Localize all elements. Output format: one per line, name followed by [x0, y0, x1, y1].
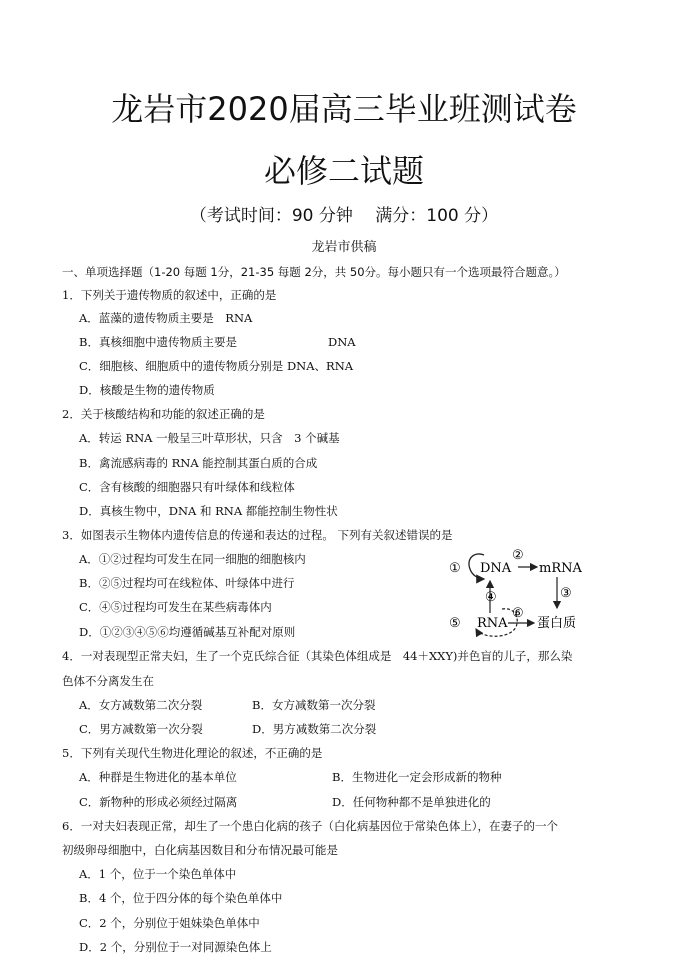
q2-option-d: D．真核生物中，DNA 和 RNA 都能控制生物性状: [79, 504, 338, 518]
q1-option-b: B．真核细胞中遗传物质主要是: [79, 335, 237, 349]
source-label: 龙岩市供稿: [311, 240, 377, 255]
node-mrna: mRNA: [539, 561, 582, 576]
q2-option-b: B．禽流感病毒的 RNA 能控制其蛋白质的合成: [79, 456, 318, 470]
q5-option-b: B．生物进化一定会形成新的物种: [332, 770, 502, 784]
label-4: ④: [485, 590, 497, 605]
q6-stem-line2: 初级卵母细胞中，白化病基因数目和分布情况最可能是: [62, 843, 338, 857]
q3-option-c: C．④⑤过程均可发生在某些病毒体内: [79, 600, 272, 614]
node-rna: RNA: [477, 616, 508, 631]
q6-option-b: B．4 个，位于四分体的每个染色单体中: [79, 891, 283, 905]
q4-stem-line2: 色体不分离发生在: [62, 674, 154, 688]
q1-option-b-dna: DNA: [328, 335, 356, 349]
node-dna: DNA: [480, 561, 512, 576]
q3-option-b: B．②⑤过程均可在线粒体、叶绿体中进行: [79, 576, 295, 590]
q2-stem: 2．关于核酸结构和功能的叙述正确的是: [62, 407, 265, 421]
q4-stem-line1: 4．一对表现型正常夫妇，生了一个克氏综合征（其染色体组成是 44＋XXY)并色盲的儿子，那么染: [62, 649, 573, 663]
q3-stem: 3．如图表示生物体内遗传信息的传递和表达的过程。 下列有关叙述错误的是: [62, 528, 453, 542]
q1-option-c: C．细胞核、细胞质中的遗传物质分别是 DNA、RNA: [79, 359, 354, 373]
q6-option-c: C．2 个，分别位于姐妹染色单体中: [79, 916, 260, 930]
label-1: ①: [449, 561, 461, 576]
label-2: ②: [512, 548, 524, 563]
label-6: ⑥: [512, 606, 524, 621]
q4-option-c: C．男方减数第一次分裂: [79, 722, 203, 736]
section-heading: 一、单项选择题（1-20 每题 1分，21-35 每题 2分，共 50分。每小题只有一个选项最符合题意。）: [62, 265, 566, 279]
q4-option-d: D．男方减数第二次分裂: [252, 722, 377, 736]
genetic-information-flow-diagram: [440, 545, 600, 640]
q2-option-a: A．转运 RNA 一般呈三叶草形状，只含 3 个碱基: [79, 431, 340, 445]
q5-option-a: A．种群是生物进化的基本单位: [79, 770, 237, 784]
q4-option-b: B．女方减数第一次分裂: [252, 698, 376, 712]
q4-option-a: A．女方减数第二次分裂: [79, 698, 203, 712]
q6-stem-line1: 6．一对夫妇表现正常，却生了一个患白化病的孩子（白化病基因位于常染色体上），在妻子的一个: [62, 819, 559, 833]
exam-subtitle: 必修二试题: [263, 152, 424, 190]
node-protein: 蛋白质: [537, 616, 577, 631]
exam-info: （考试时间：90 分钟 满分：100 分）: [189, 206, 499, 226]
q3-option-a: A．①②过程均可发生在同一细胞的细胞核内: [79, 552, 306, 566]
q6-option-a: A．1 个，位于一个染色单体中: [79, 867, 237, 881]
q1-stem: 1．下列关于遗传物质的叙述中，正确的是: [62, 288, 277, 302]
q3-option-d: D．①②③④⑤⑥均遵循碱基互补配对原则: [79, 625, 296, 639]
q1-option-a: A．蓝藻的遗传物质主要是 RNA: [79, 311, 253, 325]
q5-stem: 5．下列有关现代生物进化理论的叙述，不正确的是: [62, 746, 323, 760]
label-3: ③: [560, 586, 572, 601]
q5-option-d: D．任何物种都不是单独进化的: [332, 795, 491, 809]
exam-title: 龙岩市2020届高三毕业班测试卷: [111, 90, 577, 128]
q6-option-d: D．2 个，分别位于一对同源染色体上: [79, 940, 272, 954]
label-5: ⑤: [449, 616, 461, 631]
q2-option-c: C．含有核酸的细胞器只有叶绿体和线粒体: [79, 480, 295, 494]
q1-option-d: D．核酸是生物的遗传物质: [79, 383, 215, 397]
q5-option-c: C．新物种的形成必须经过隔离: [79, 795, 238, 809]
